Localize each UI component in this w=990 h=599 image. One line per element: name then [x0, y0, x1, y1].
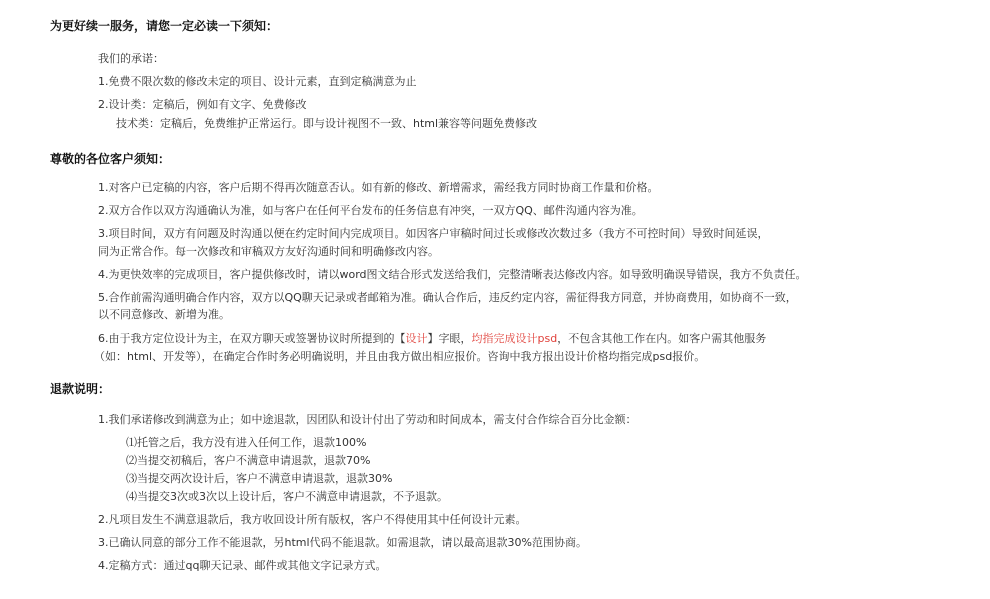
section-title-customer-notice: 尊敬的各位客户须知：	[50, 152, 171, 166]
customer-item-5-cont: 以不同意修改、新增为准。	[98, 308, 230, 321]
customer-item-1: 1.对客户已定稿的内容，客户后期不得再次随意否认。如有新的修改、新增需求，需经我方同时协商工作量和价格。	[98, 181, 659, 194]
highlight-design: 设计	[405, 332, 428, 345]
section-title-refund: 退款说明：	[50, 382, 111, 396]
refund-sub-4: ⑷当提交3次或3次以上设计后，客户不满意申请退款，不予退款。	[126, 490, 448, 503]
promise-subtitle: 我们的承诺：	[98, 52, 164, 65]
promise-item-2: 2.设计类：定稿后，例如有文字、免费修改	[98, 98, 307, 111]
customer-item-6-part3: ，不包含其他工作在内。如客户需其他服务	[557, 332, 767, 345]
section-title-service-notice: 为更好续一服务，请您一定必读一下须知：	[50, 19, 279, 33]
customer-item-6-part2: 】字眼，	[427, 332, 472, 345]
customer-item-5: 5.合作前需沟通明确合作内容，双方以QQ聊天记录或者邮箱为准。确认合作后，违反约定内容，需征得我方同意，并协商费用，如协商不一致，	[98, 291, 797, 304]
customer-item-6-part1: 6.由于我方定位设计为主，在双方聊天或签署协议时所提到的【	[98, 332, 406, 345]
refund-item-3: 3.已确认同意的部分工作不能退款，另html代码不能退款。如需退款，请以最高退款30%范围协商。	[98, 536, 587, 549]
highlight-psd: 均指完成设计psd	[471, 332, 558, 345]
refund-sub-2: ⑵当提交初稿后，客户不满意申请退款，退款70%	[126, 454, 371, 467]
customer-item-6-cont: （如：html、开发等），在确定合作时务必明确说明，并且由我方做出相应报价。咨询中我方报出设计价格均指完成psd报价。	[94, 350, 706, 363]
promise-item-1: 1.免费不限次数的修改未定的项目、设计元素，直到定稿满意为止	[98, 75, 417, 88]
customer-item-4: 4.为更快效率的完成项目，客户提供修改时，请以word图文结合形式发送给我们，完整清晰表达修改内容。如导致明确误导错误，我方不负责任。	[98, 268, 807, 281]
refund-item-1: 1.我们承诺修改到满意为止；如中途退款，因团队和设计付出了劳动和时间成本，需支付合作综合百分比金额：	[98, 413, 637, 426]
refund-sub-3: ⑶当提交两次设计后，客户不满意申请退款，退款30%	[126, 472, 393, 485]
customer-item-2: 2.双方合作以双方沟通确认为准，如与客户在任何平台发布的任务信息有冲突，一双方QQ、邮件沟通内容为准。	[98, 204, 643, 217]
refund-item-4: 4.定稿方式：通过qq聊天记录、邮件或其他文字记录方式。	[98, 559, 387, 572]
customer-item-3: 3.项目时间，双方有问题及时沟通以便在约定时间内完成项目。如因客户审稿时间过长或修改次数过多（我方不可控时间）导致时间延误，	[98, 227, 769, 240]
refund-item-2: 2.凡项目发生不满意退款后，我方收回设计所有版权，客户不得使用其中任何设计元素。	[98, 513, 527, 526]
promise-item-2-tech: 技术类：定稿后，免费维护正常运行。即与设计视图不一致、html兼容等问题免费修改	[116, 117, 538, 130]
customer-item-6	[98, 331, 766, 347]
customer-item-3-cont: 同为正常合作。每一次修改和审稿双方友好沟通时间和明确修改内容。	[98, 245, 439, 258]
refund-sub-1: ⑴托管之后，我方没有进入任何工作，退款100%	[126, 436, 367, 449]
